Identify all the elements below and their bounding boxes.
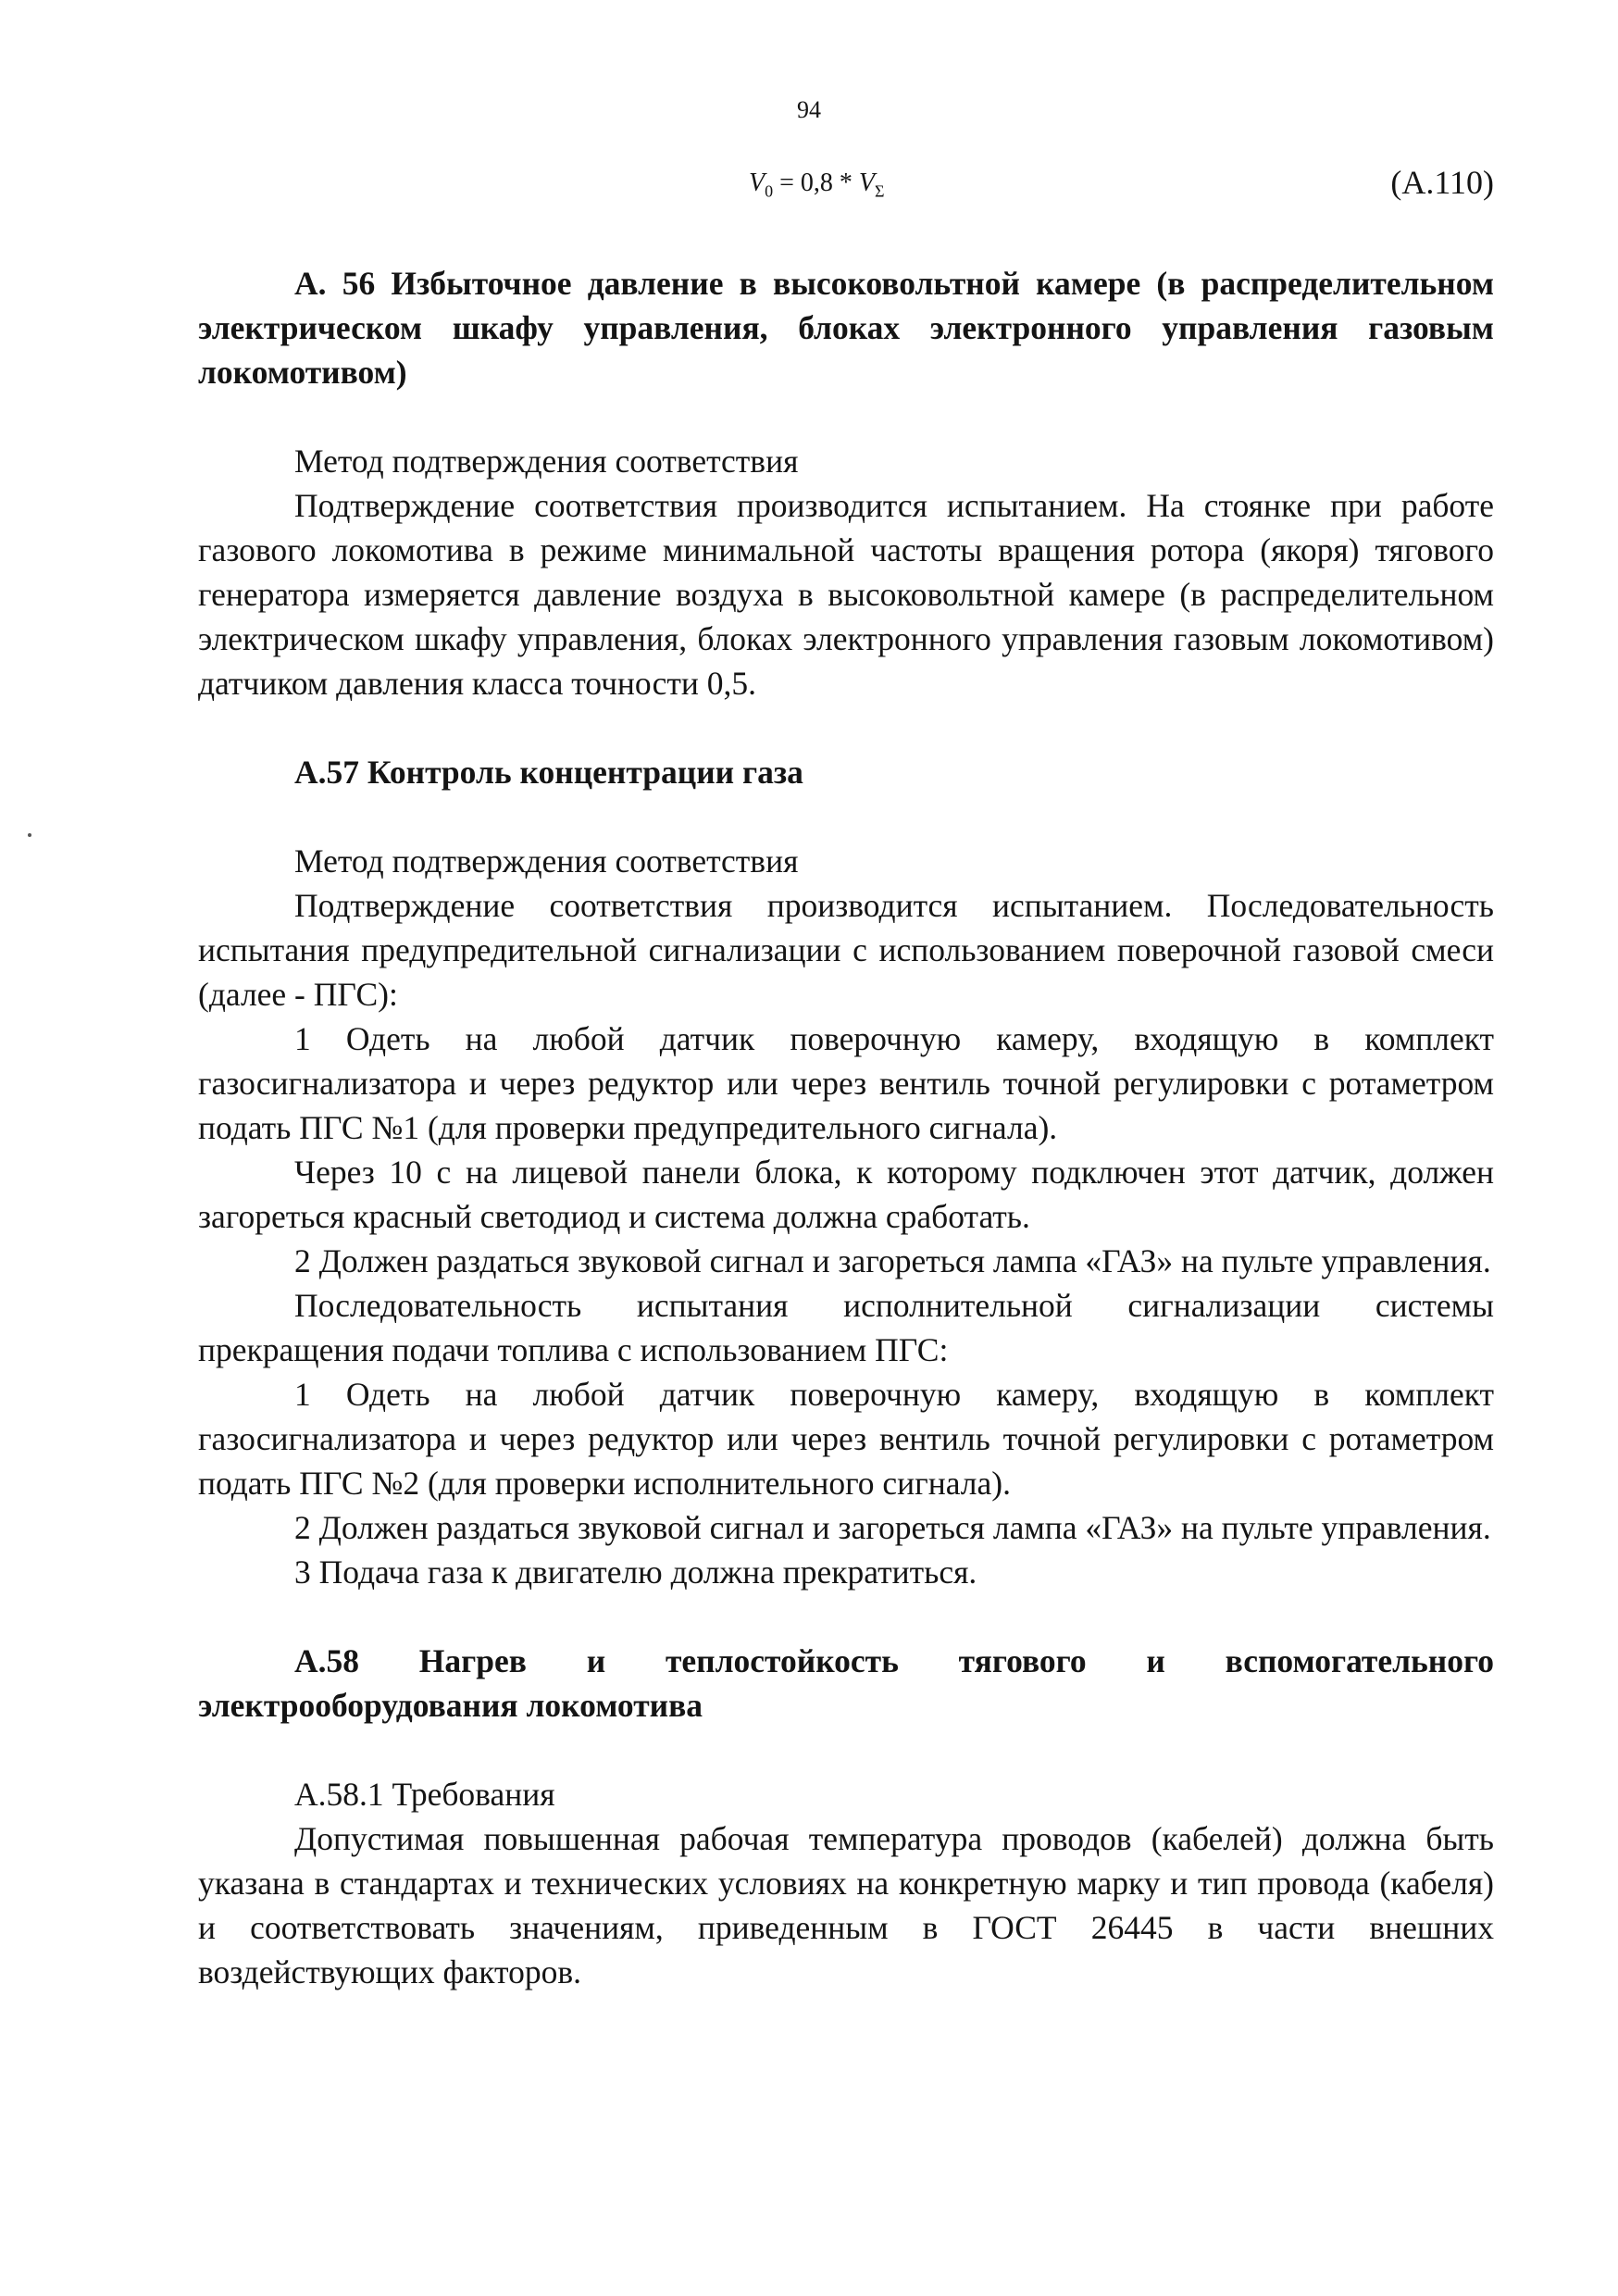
section-57-execution-intro: Последовательность испытания исполнительной сигнализации системы прекращения подачи топлива с использованием ПГС: bbox=[198, 1287, 1494, 1368]
section-57-intro: Подтверждение соответствия производится испытанием. Последовательность испытания предупредительной сигнализации с использованием поверочной газовой смеси (далее - ПГС): bbox=[198, 887, 1494, 1013]
section-57-execution-step-3: 3 Подача газа к двигателю должна прекратиться. bbox=[294, 1554, 977, 1591]
page-number: 94 bbox=[797, 96, 821, 123]
section-58-1-label: А.58.1 Требования bbox=[294, 1776, 555, 1813]
section-57-execution-step-1: 1 Одеть на любой датчик поверочную камеру, входящую в комплект газосигнализатора и через редуктор или через вентиль точной регулировки с ротаметром подать ПГС №2 (для проверки исполнительного сигнала). bbox=[198, 1376, 1494, 1502]
formula-rhs: V bbox=[858, 168, 876, 197]
formula-rhs-subscript: Σ bbox=[875, 181, 885, 201]
section-56-body: Подтверждение соответствия производится испытанием. На стоянке при работе газового локомотива в режиме минимальной частоты вращения ротора (якоря) тягового генератора измеряется давление воздуха в высоковольтной камере (в распределительном электрическом шкафу управления, блоках электронного управления газовым локомотивом) датчиком давления класса точности 0,5. bbox=[198, 487, 1494, 702]
section-58-body: Допустимая повышенная рабочая температура проводов (кабелей) должна быть указана в стандартах и технических условиях на конкретную марку и тип провода (кабеля) и соответствовать значениям, приведенным в ГОСТ 26445 в части внешних воздействующих факторов. bbox=[198, 1820, 1494, 1990]
section-57-execution-step-2: 2 Должен раздаться звуковой сигнал и загореться лампа «ГАЗ» на пульте управления. bbox=[294, 1509, 1491, 1546]
section-56-method-label: Метод подтверждения соответствия bbox=[294, 443, 799, 480]
formula bbox=[749, 168, 885, 202]
formula-number: (A.110) bbox=[1390, 164, 1494, 201]
section-57-method-label: Метод подтверждения соответствия bbox=[294, 842, 799, 880]
section-56-heading: А. 56 Избыточное давление в высоковольтной камере (в распределительном электрическом шкафу управления, блоках электронного управления газовым локомотивом) bbox=[198, 265, 1494, 391]
formula-operator: = 0,8 * bbox=[773, 168, 859, 197]
section-57-warning-step-1: 1 Одеть на любой датчик поверочную камеру, входящую в комплект газосигнализатора и через редуктор или через вентиль точной регулировки с ротаметром подать ПГС №1 (для проверки предупредительного сигнала). bbox=[198, 1020, 1494, 1146]
section-57-heading: А.57 Контроль концентрации газа bbox=[294, 754, 803, 791]
scan-speck bbox=[28, 833, 31, 837]
section-58-heading: А.58 Нагрев и теплостойкость тягового и вспомогательного электрооборудования локомотива bbox=[198, 1642, 1494, 1724]
formula-lhs-subscript: 0 bbox=[765, 181, 774, 201]
section-57-warning-note: Через 10 с на лицевой панели блока, к которому подключен этот датчик, должен загореться красный светодиод и система должна сработать. bbox=[198, 1154, 1494, 1235]
formula-lhs: V bbox=[749, 168, 765, 197]
document-body bbox=[198, 261, 1494, 1994]
section-57-warning-step-2: 2 Должен раздаться звуковой сигнал и загореться лампа «ГАЗ» на пульте управления. bbox=[294, 1242, 1491, 1279]
formula-line bbox=[198, 163, 1494, 207]
